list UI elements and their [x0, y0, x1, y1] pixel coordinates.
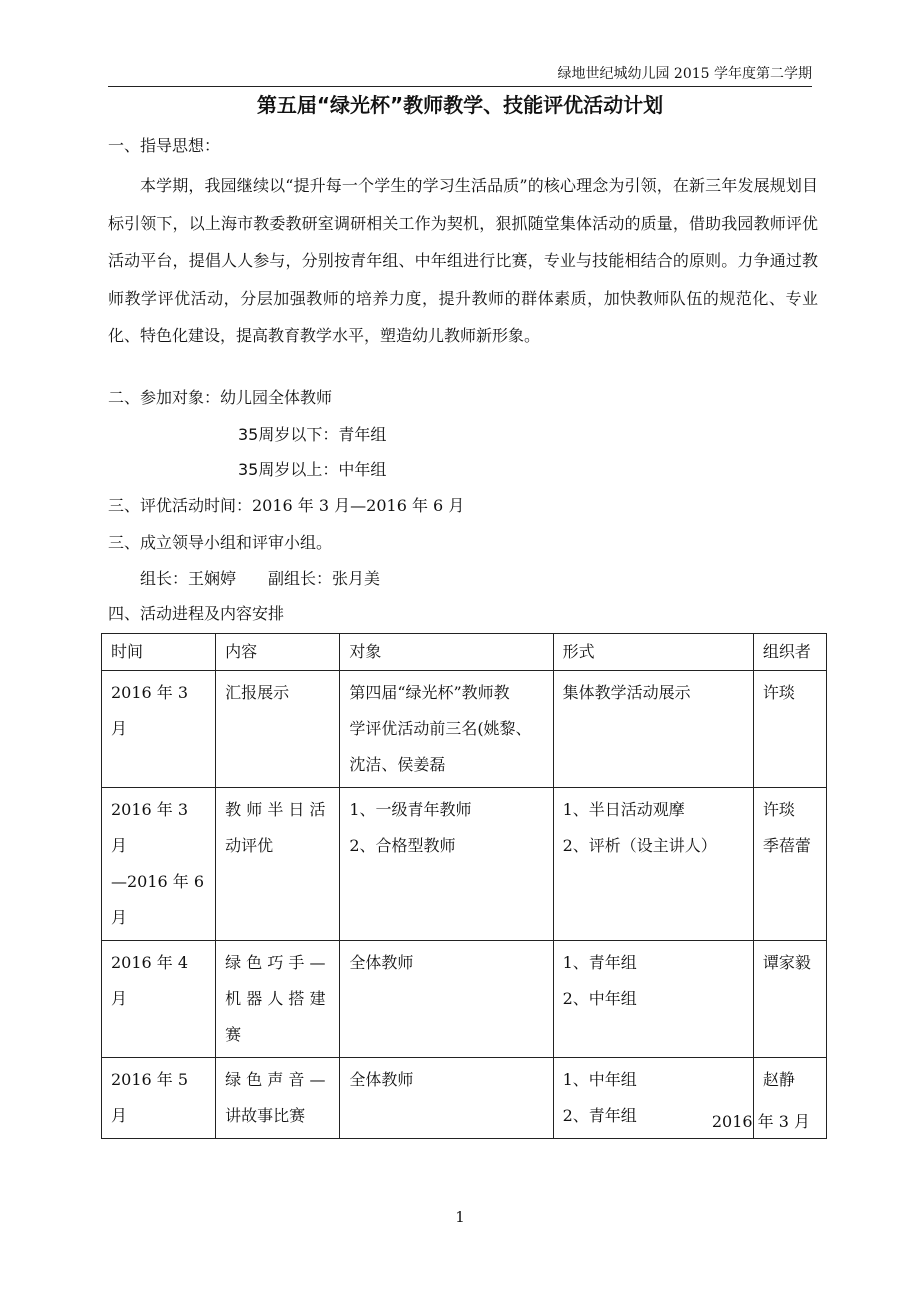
- young-group-line: [238, 423, 386, 447]
- cell-line: 2016 年 3 月: [111, 800, 189, 855]
- section-participants-heading: 二、参加对象：幼儿园全体教师: [108, 388, 333, 407]
- cell-organizer: [753, 941, 826, 1058]
- middle-group-label: 周岁以上：中年组: [258, 460, 387, 479]
- cell-time: [102, 941, 216, 1058]
- cell-line: 学评优活动前三名(姚黎、: [349, 719, 532, 738]
- header-form: 形式: [553, 634, 753, 671]
- cell-target: [340, 941, 553, 1058]
- cell-line: 2、中年组: [562, 989, 637, 1008]
- cell-time: [102, 1058, 216, 1139]
- cell-form: [553, 941, 753, 1058]
- cell-line: 季蓓蕾: [762, 836, 811, 855]
- cell-line: 讲故事比赛: [225, 1106, 306, 1125]
- cell-line: 1、一级青年教师: [349, 800, 472, 819]
- cell-content: [216, 1058, 340, 1139]
- cell-line: 1、青年组: [562, 953, 637, 972]
- cell-line: 2016 年 4 月: [111, 953, 189, 1008]
- cell-line: 1、半日活动观摩: [562, 800, 685, 819]
- cell-line: 赛: [225, 1025, 242, 1044]
- cell-line: 月: [111, 908, 128, 927]
- section-guiding-heading: 一、指导思想：: [108, 136, 221, 155]
- section-time-heading: 三、评优活动时间：2016 年 3 月—2016 年 6 月: [108, 496, 465, 515]
- header-target: 对象: [340, 634, 553, 671]
- young-group-label: 周岁以下：青年组: [258, 425, 387, 444]
- cell-target: [340, 1058, 553, 1139]
- leaders-line: 组长：王娴婷 副组长：张月美: [140, 569, 381, 588]
- cell-line: 2、青年组: [562, 1106, 637, 1125]
- cell-line: 集体教学活动展示: [562, 683, 691, 702]
- page-header: 绿地世纪城幼儿园 2015 学年度第二学期: [108, 64, 812, 87]
- document-date: 2016 年 3 月: [711, 1112, 810, 1131]
- cell-form: [553, 671, 753, 788]
- guiding-paragraph: 本学期，我园继续以“提升每一个学生的学习生活品质”的核心理念为引领，在新三年发展规划目标引领下，以上海市教委教研室调研相关工作为契机，狠抓随堂集体活动的质量，借助我园教师评优活动平台，提倡人人参与，分别按青年组、中年组进行比赛，专业与技能相结合的原则。力争通过教师教学评优活动，分层加强教师的培养力度，提升教师的群体素质，加快教师队伍的规范化、专业化、特色化建设，提高教育教学水平，塑造幼儿教师新形象。: [108, 176, 818, 345]
- schedule-table: [101, 633, 827, 1139]
- middle-group-line: [238, 458, 386, 482]
- cell-line: 2、合格型教师: [349, 836, 456, 855]
- header-content: 内容: [216, 634, 340, 671]
- cell-line: —2016 年 6: [111, 872, 205, 891]
- cell-target: [340, 671, 553, 788]
- cell-line: 全体教师: [349, 953, 414, 972]
- cell-content: [216, 671, 340, 788]
- cell-line: 绿 色 巧 手 —: [225, 953, 326, 972]
- document-title: 第五届“绿光杯”教师教学、技能评优活动计划: [256, 93, 664, 117]
- header-time: 时间: [102, 634, 216, 671]
- table-row: [102, 671, 827, 788]
- cell-content: [216, 788, 340, 941]
- cell-line: 2、评析（设主讲人）: [562, 836, 717, 855]
- cell-line: 谭家毅: [762, 953, 811, 972]
- cell-line: 绿 色 声 音 —: [225, 1070, 326, 1089]
- cell-line: 1、中年组: [562, 1070, 637, 1089]
- cell-time: [102, 788, 216, 941]
- cell-line: 许琰: [762, 683, 795, 702]
- cell-line: 汇报展示: [225, 683, 290, 702]
- cell-line: 赵静: [762, 1070, 795, 1089]
- section-leaders-heading: 三、成立领导小组和评审小组。: [108, 533, 333, 552]
- cell-line: 2016 年 5 月: [111, 1070, 189, 1125]
- middle-group-age: 35: [238, 460, 259, 479]
- young-group-age: 35: [238, 425, 259, 444]
- cell-organizer: [753, 671, 826, 788]
- cell-line: 第四届“绿光杯”教师教: [349, 683, 510, 702]
- cell-time: [102, 671, 216, 788]
- cell-line: 2016 年 3 月: [111, 683, 189, 738]
- cell-form: [553, 788, 753, 941]
- cell-line: 教 师 半 日 活: [225, 800, 326, 819]
- cell-line: 许琰: [762, 800, 795, 819]
- cell-organizer: [753, 788, 826, 941]
- page-number: 1: [455, 1208, 465, 1226]
- header-organizer: 组织者: [753, 634, 826, 671]
- section-schedule-heading: 四、活动进程及内容安排: [108, 604, 285, 623]
- cell-target: [340, 788, 553, 941]
- table-row: [102, 788, 827, 941]
- cell-line: 沈洁、侯姜磊: [349, 755, 446, 774]
- cell-line: 动评优: [225, 836, 274, 855]
- table-row: [102, 941, 827, 1058]
- cell-line: 机 器 人 搭 建: [225, 989, 326, 1008]
- cell-line: 全体教师: [349, 1070, 414, 1089]
- cell-content: [216, 941, 340, 1058]
- table-header-row: [102, 634, 827, 671]
